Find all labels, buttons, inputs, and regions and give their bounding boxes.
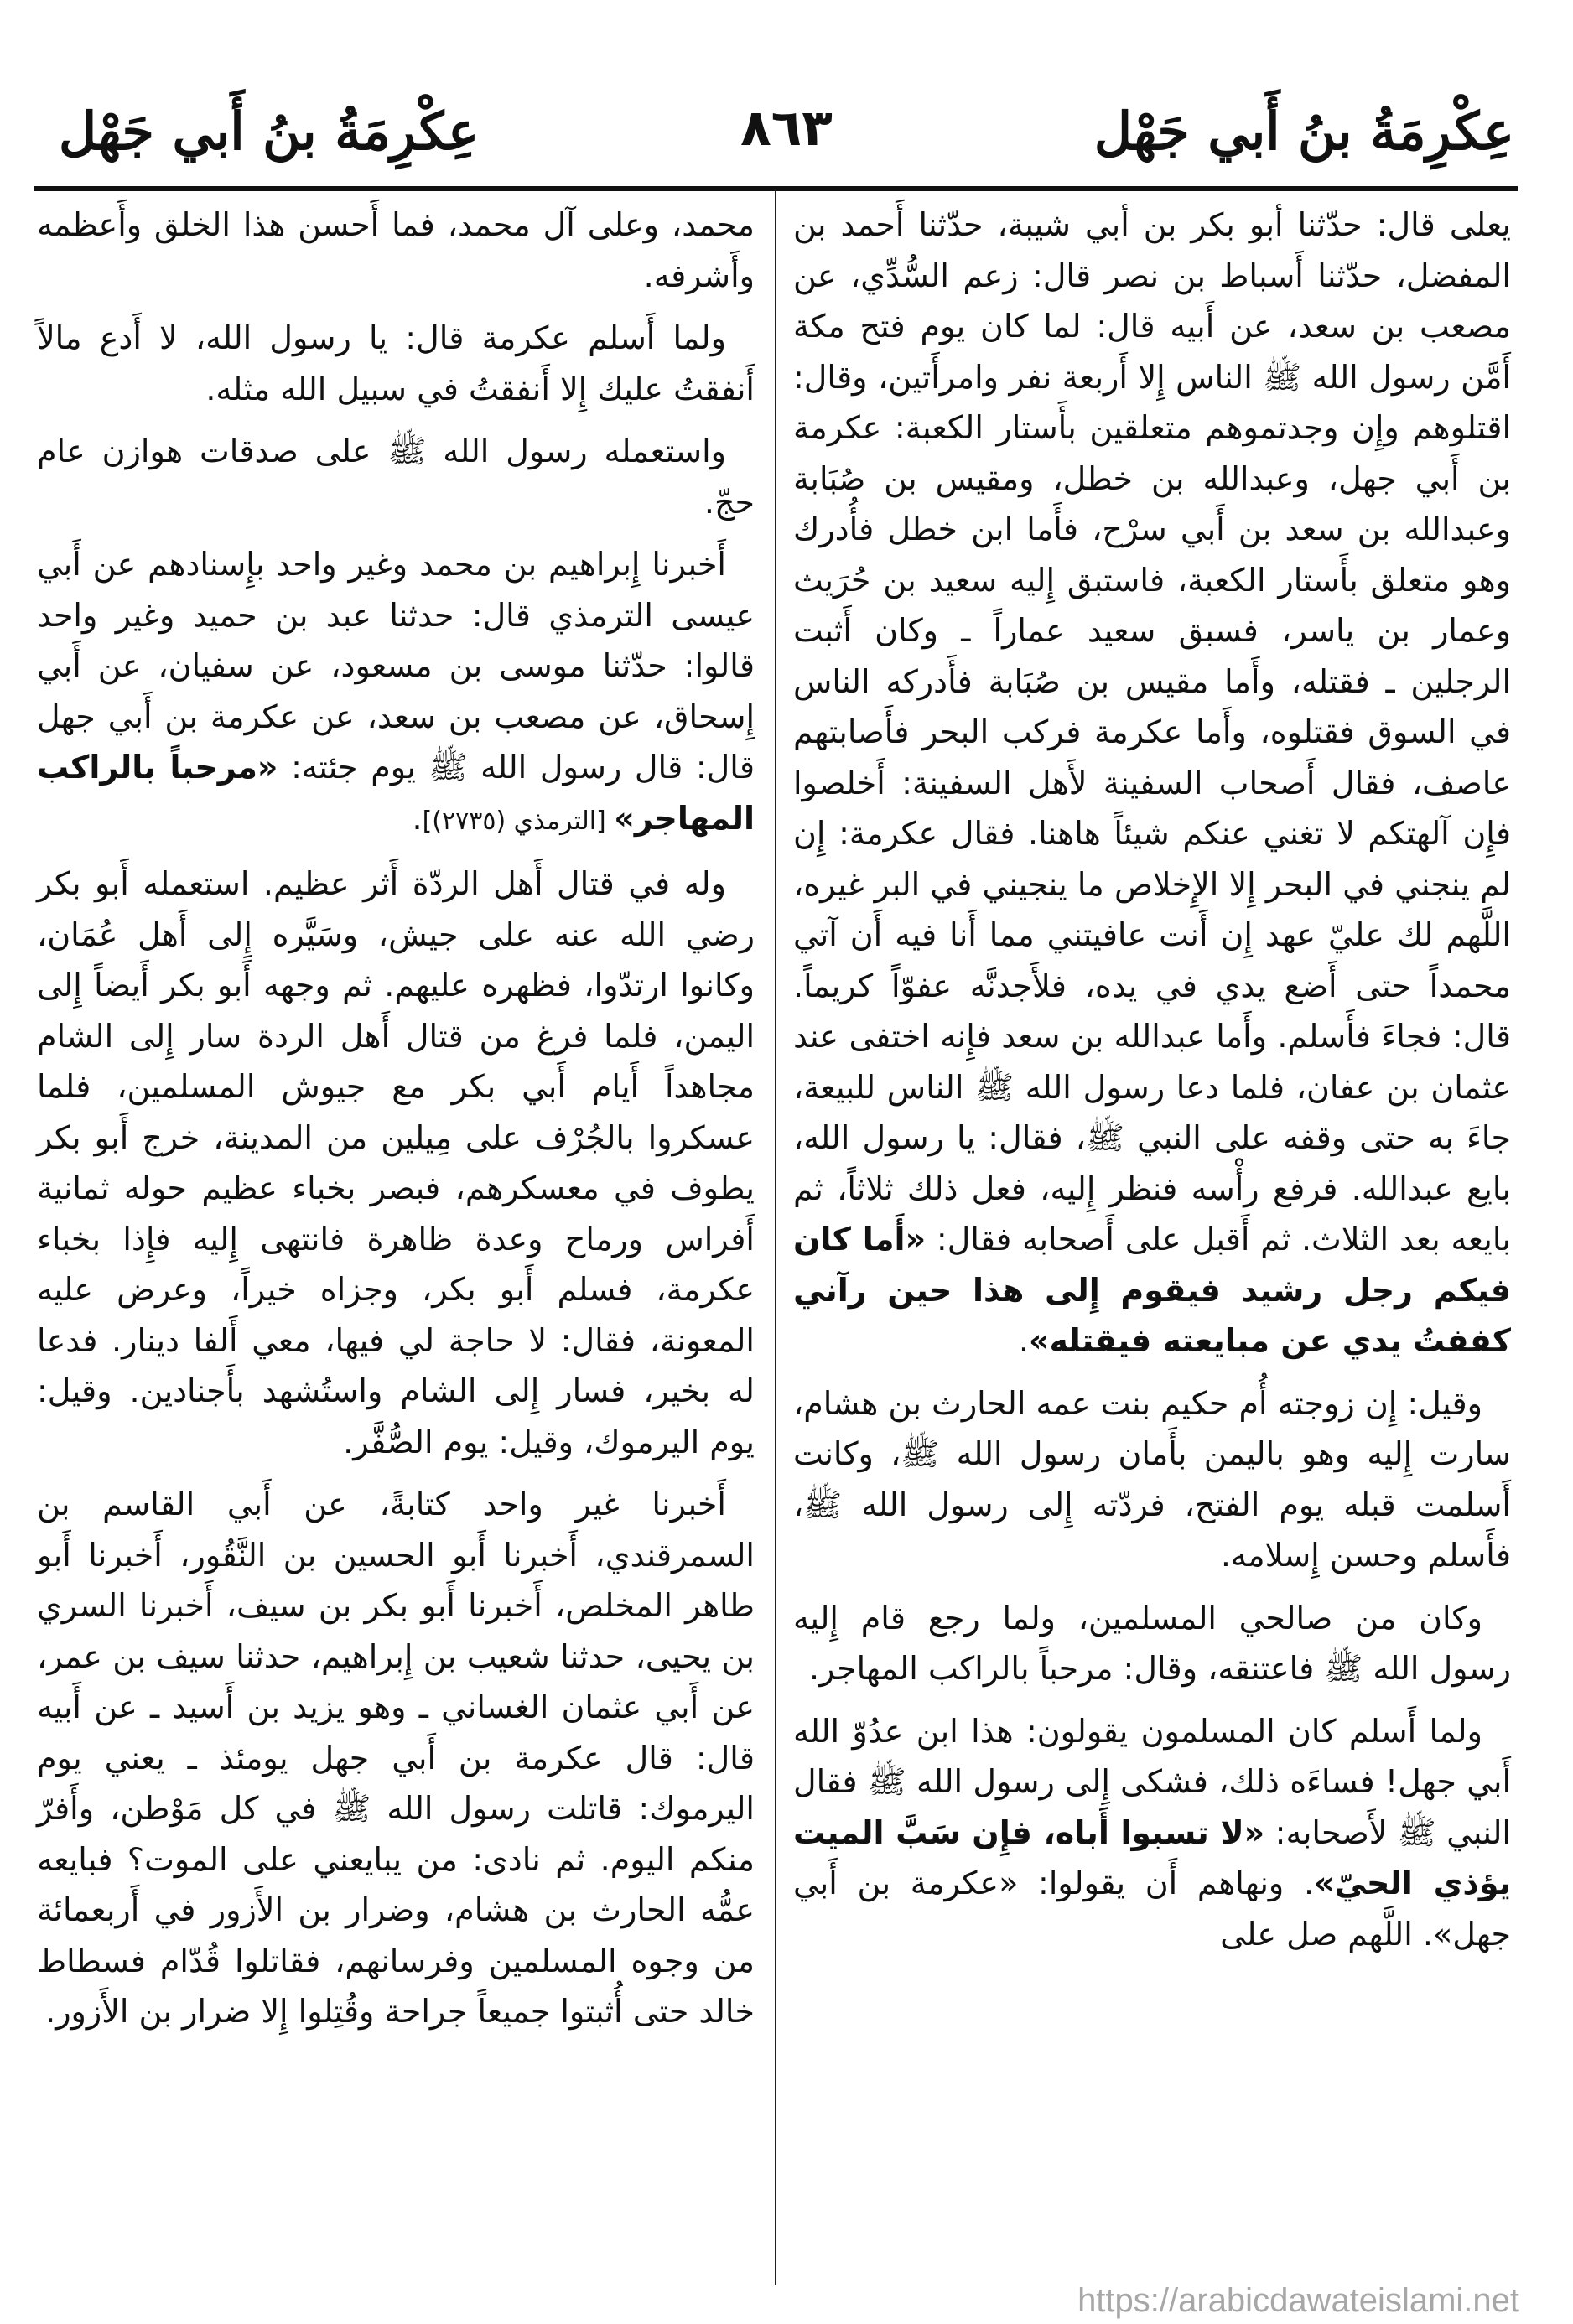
paragraph-text: . ونهاهم أَن يقولوا: «عكرمة بن أَبي جهل». اللَّهم صل على <box>793 1865 1511 1953</box>
paragraph-text: واستعمله رسول الله ﷺ على صدقات هوازن عام حجّ. <box>37 433 755 521</box>
paragraph <box>37 1479 755 2037</box>
paragraph-text: يعلى قال: حدّثنا أبو بكر بن أبي شيبة، حدّثنا أَحمد بن المفضل، حدّثنا أَسباط بن نصر قال: زعم السُّدِّي، عن مصعب بن سعد، عن أَبيه قال: لما كان يوم فتح مكة أَمَّن رسول الله ﷺ الناس إِلا أَربعة نفر وامرأَتين، وقال: اقتلوهم وإِن وجدتموهم متعلقين بأَستار الكعبة: عكرمة بن أَبي جهل، وعبدالله بن خطل، ومقيس بن صُبَابة وعبدالله بن سعد بن أَبي سرْح، فأَما ابن خطل فأُدرك وهو متعلق بأَستار الكعبة، فاستبق إِليه سعيد بن حُرَيث وعمار بن ياسر، فسبق سعيد عماراً ـ وكان أَثبت الرجلين ـ فقتله، وأَما مقيس بن صُبَابة فأَدركه الناس في السوق فقتلوه، وأَما عكرمة فركب البحر فأَصابتهم عاصف، فقال أَصحاب السفينة لأَهل السفينة: أَخلصوا فإِن آلهتكم لا تغني عنكم شيئاً هاهنا. فقال عكرمة: إِن لم ينجني في البحر إِلا الإِخلاص ما ينجيني في البر غيره، اللَّهم لك عليّ عهد إِن أَنت عافيتني مما أَنا فيه أَن آتي محمداً حتى أَضع يدي في يده، فلأَجدنَّه عفوّاً كريماً. قال: فجاءَ فأَسلم. وأَما عبدالله بن سعد فإِنه اختفى عند عثمان بن عفان، فلما دعا رسول الله ﷺ الناس للبيعة، جاءَ به حتى وقفه على النبي ﷺ، فقال: يا رسول الله، بايع عبدالله. فرفع رأْسه فنظر إِليه، فعل ذلك ثلاثاً، ثم بايعه بعد الثلاث. ثم أَقبل على أَصحابه فقال: <box>793 206 1511 1258</box>
watermark-url: https://arabicdawateislami.net <box>1077 2282 1519 2319</box>
paragraph-text: أَخبرنا إِبراهيم بن محمد وغير واحد بإِسنادهم عن أَبي عيسى الترمذي قال: حدثنا عبد بن حميد وغير واحد قالوا: حدّثنا موسى بن مسعود، عن سفيان، عن أَبي إِسحاق، عن مصعب بن سعد، عن عكرمة بن أَبي جهل قال: قال رسول الله ﷺ يوم جئته: <box>37 546 755 786</box>
paragraph-text: ولما أَسلم عكرمة قال: يا رسول الله، لا أَدع مالاً أَنفقتُ عليك إِلا أَنفقتُ في سبيل الله مثله. <box>37 319 755 407</box>
paragraph <box>793 1378 1511 1581</box>
paragraph <box>37 539 755 847</box>
paragraph <box>793 1593 1511 1694</box>
paragraph-text: . <box>1018 1322 1029 1359</box>
paragraph <box>793 1706 1511 1960</box>
paragraph-text: وله في قتال أَهل الردّة أَثر عظيم. استعمله أَبو بكر رضي الله عنه على جيش، وسَيَّره إِلى أَهل عُمَان، وكانوا ارتدّوا، فظهره عليهم. ثم وجهه أَبو بكر أَيضاً إِلى اليمن، فلما فرغ من قتال أَهل الردة سار إِلى الشام مجاهداً أَيام أَبي بكر مع جيوش المسلمين، فلما عسكروا بالجُرْف على مِيلين من المدينة، خرج أَبو بكر يطوف في معسكرهم، فبصر بخباء عظيم حوله ثمانية أَفراس ورماح وعدة ظاهرة فانتهى إِليه فإِذا بخباء عكرمة، فسلم أَبو بكر، وجزاه خيراً، وعرض عليه المعونة، فقال: لا حاجة لي فيها، معي أَلفا دينار. فدعا له بخير، فسار إِلى الشام واستُشهد بأَجنادين. وقيل: يوم اليرموك، وقيل: يوم الصُّفَّر. <box>37 865 755 1460</box>
paragraph <box>37 200 755 301</box>
paragraph-text: وقيل: إِن زوجته أُم حكيم بنت عمه الحارث بن هشام، سارت إِليه وهو باليمن بأَمان رسول الله ﷺ، وكانت أَسلمت قبله يوم الفتح، فردّته إِلى رسول الله ﷺ، فأَسلم وحسن إِسلامه. <box>793 1384 1511 1574</box>
paragraph <box>37 313 755 414</box>
paragraph-text: . <box>412 799 423 837</box>
column-divider <box>775 189 776 2285</box>
running-header-right: عِكْرِمَةُ بنُ أَبي جَهْل <box>1093 101 1514 162</box>
page-number: ٨٦٣ <box>740 99 833 158</box>
running-header-left: عِكْرِمَةُ بنُ أَبي جَهْل <box>59 101 480 162</box>
paragraph-text: أَخبرنا غير واحد كتابةً، عن أَبي القاسم بن السمرقندي، أَخبرنا أَبو الحسين بن النَّقُور، أَخبرنا أَبو طاهر المخلص، أَخبرنا أَبو بكر بن سيف، أَخبرنا السري بن يحيى، حدثنا شعيب بن إِبراهيم، حدثنا سيف بن عمر، عن أَبي عثمان الغساني ـ وهو يزيد بن أَسيد ـ عن أَبيه قال: قال عكرمة بن أَبي جهل يومئذ ـ يعني يوم اليرموك: قاتلت رسول الله ﷺ في كل مَوْطن، وأَفرّ منكم اليوم. ثم نادى: من يبايعني على الموت؟ فبايعه عمُّه الحارث بن هشام، وضرار بن الأَزور في أَربعمائة من وجوه المسلمين وفرسانهم، فقاتلوا قُدّام فسطاط خالد حتى أُثبتوا جميعاً جراحة وقُتِلوا إِلا ضرار بن الأَزور. <box>37 1486 755 2030</box>
paragraph <box>793 200 1511 1367</box>
left-column <box>37 200 755 2049</box>
paragraph-text: محمد، وعلى آل محمد، فما أَحسن هذا الخلق وأَعظمه وأَشرفه. <box>37 206 755 294</box>
right-column <box>793 200 1511 1971</box>
paragraph-text: ولما أَسلم كان المسلمون يقولون: هذا ابن عدُوّ الله أَبي جهل! فساءَه ذلك، فشكى إِلى رسول الله ﷺ فقال النبي ﷺ لأَصحابه: <box>793 1712 1511 1851</box>
paragraph <box>37 426 755 527</box>
quoted-hadith: «مرحباً بالراكب المهاجر» <box>37 749 755 837</box>
quoted-hadith: «لا تسبوا أَباه، فإِن سَبَّ الميت يؤذي الحيّ» <box>793 1813 1511 1901</box>
paragraph <box>37 859 755 1467</box>
quoted-hadith: «أَما كان فيكم رجل رشيد فيقوم إِلى هذا حين رآني كففتُ يدي عن مبايعته فيقتله» <box>793 1221 1511 1359</box>
paragraph-text: وكان من صالحي المسلمين، ولما رجع قام إِليه رسول الله ﷺ فاعتنقه، وقال: مرحباً بالراكب المهاجر. <box>793 1599 1511 1687</box>
citation: [الترمذي (٢٧٣٥)] <box>422 806 615 836</box>
